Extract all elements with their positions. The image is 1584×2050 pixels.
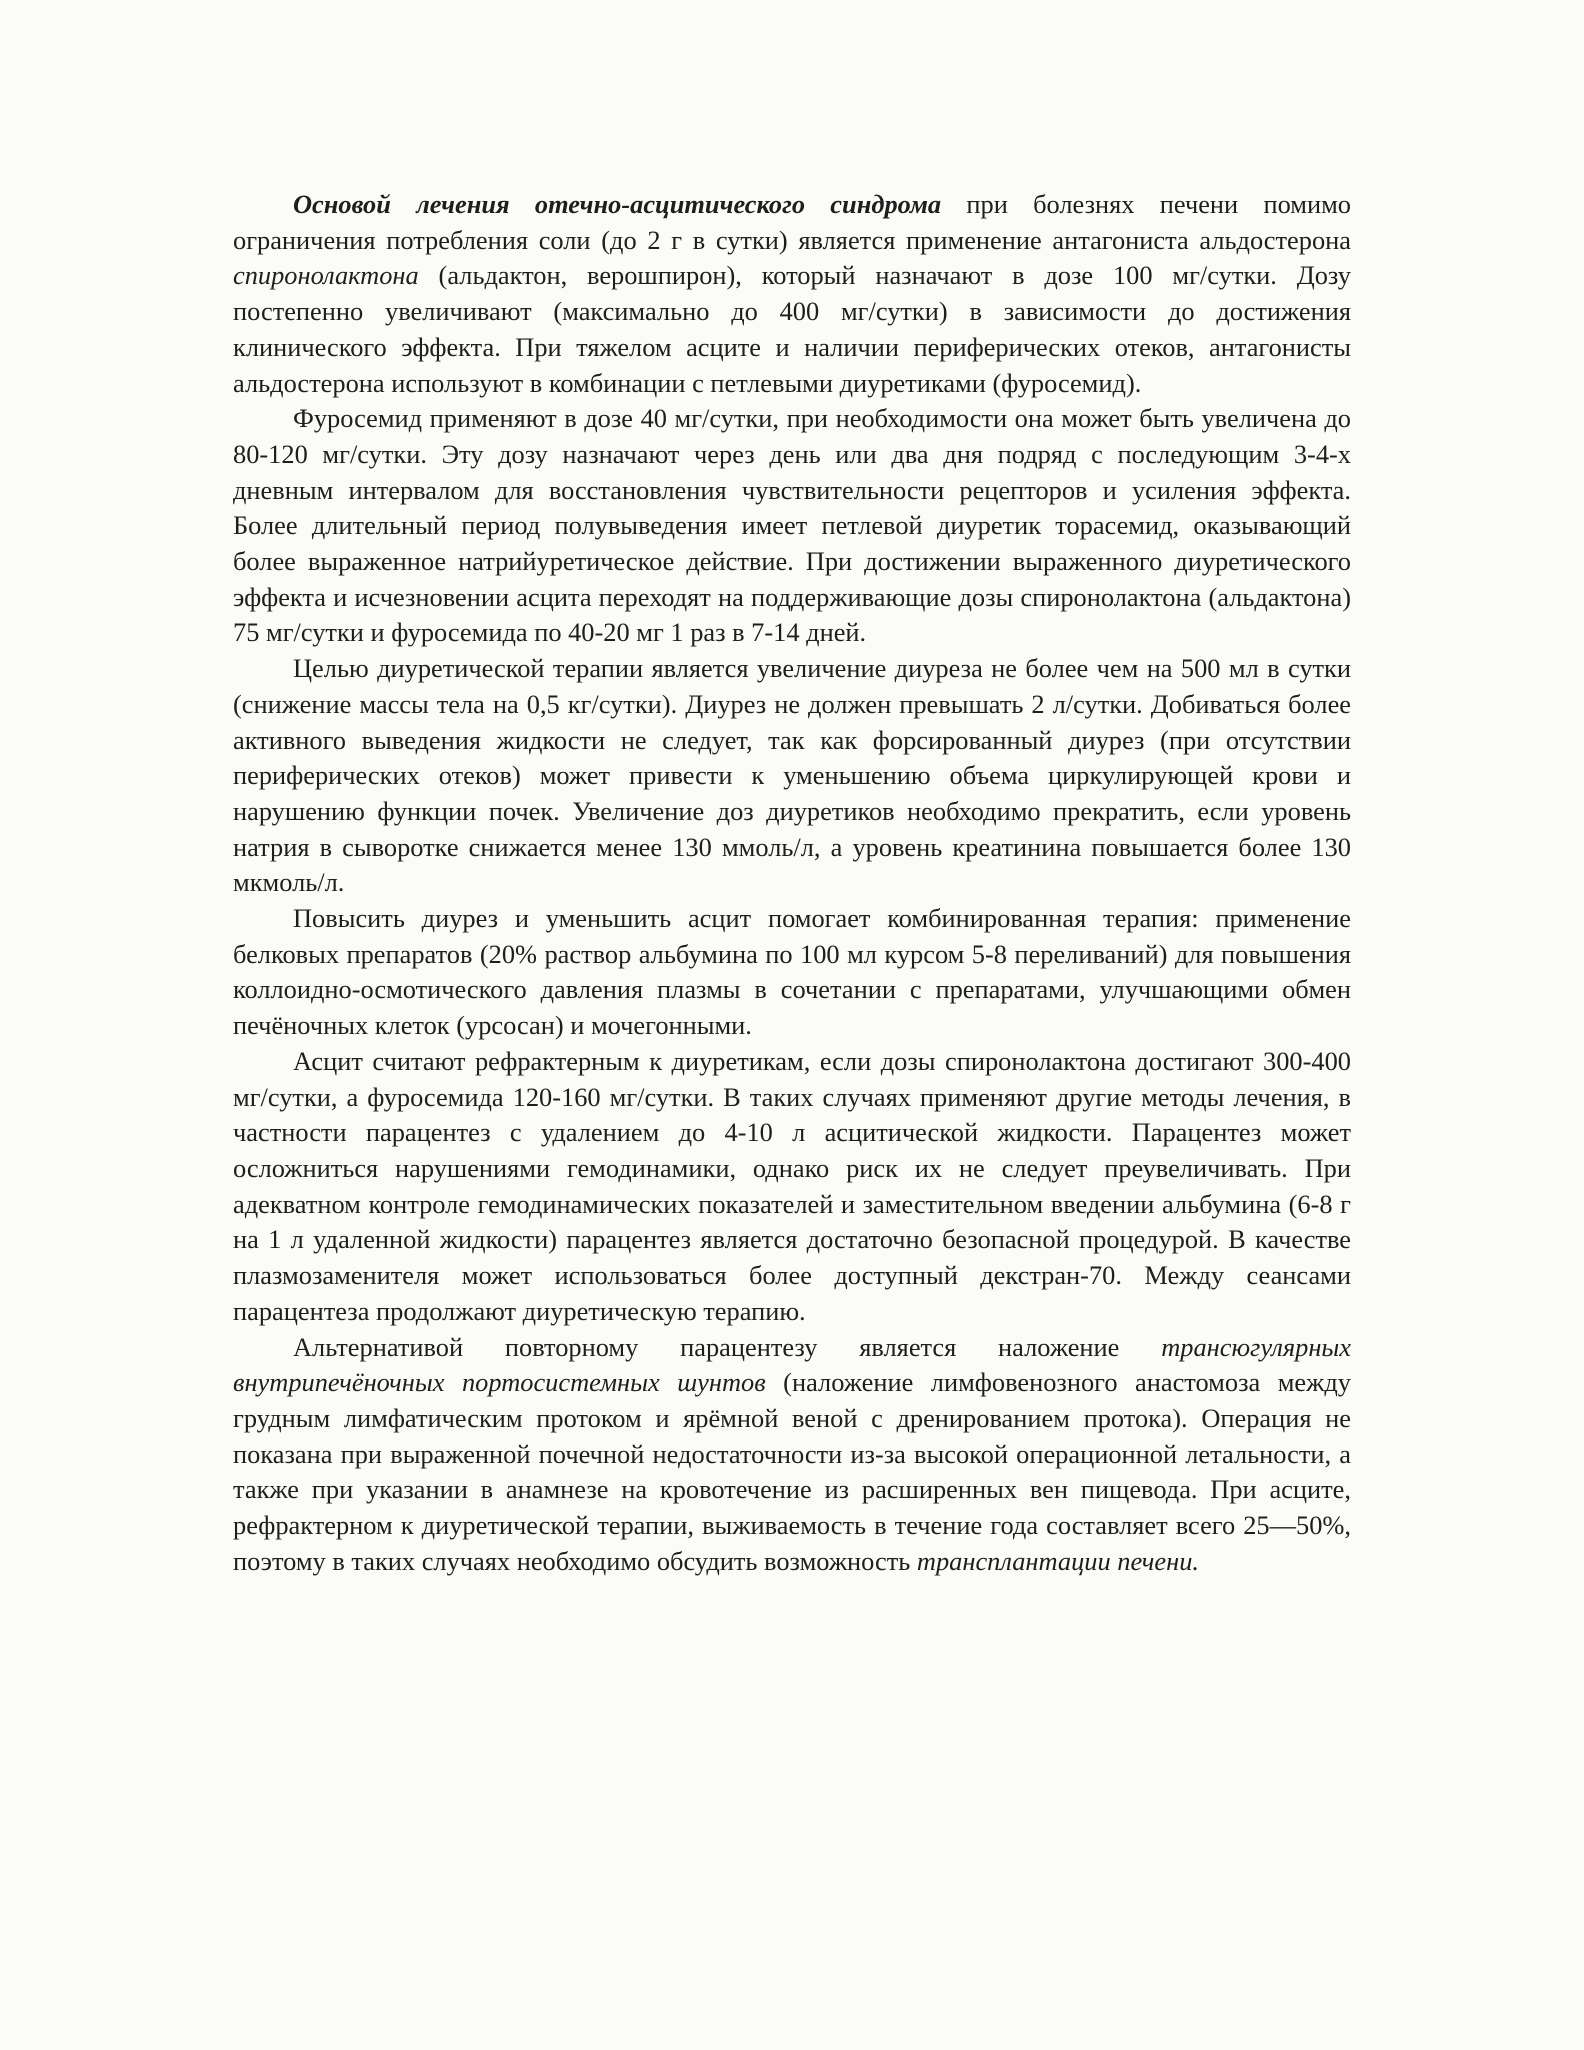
text-run: Альтернативой повторному парацентезу является наложение <box>293 1331 1162 1362</box>
text-run: (наложение лимфовенозного анастомоза между грудным лимфатическим протоком и ярёмной веной с дренированием протока). Операция не показана при выраженной почечной недостаточности из-за высокой операционной летальности, а также при указании в анамнезе на кровотечение из расширенных вен пищевода. При асците, рефрактерном к диуретической терапии, выживаемость в течение года составляет всего 25—50%, поэтому в таких случаях необходимо обсудить возможность <box>233 1367 1351 1576</box>
procedure-emphasis: трансплантации печени. <box>916 1545 1199 1576</box>
paragraph-combined-therapy <box>233 901 1351 1044</box>
paragraph-ascites-treatment-basis <box>233 187 1351 401</box>
text-run: (альдактон, верошпирон), который назначают в дозе 100 мг/сутки. Дозу постепенно увеличивают (максимально до 400 мг/сутки) в зависимости до достижения клинического эффекта. При тяжелом асците и наличии периферических отеков, антагонисты альдостерона используют в комбинации с петлевыми диуретиками (фуросемид). <box>233 260 1351 398</box>
paragraph-refractory-ascites <box>233 1044 1351 1330</box>
text-run: при болезнях печени помимо ограничения потребления соли (до 2 г в сутки) является применение антагониста альдостерона <box>233 189 1351 255</box>
text-run: Целью диуретической терапии является увеличение диуреза не более чем на 500 мл в сутки (снижение массы тела на 0,5 кг/сутки). Диурез не должен превышать 2 л/сутки. Добиваться более активного выведения жидкости не следует, так как форсированный диурез (при отсутствии периферических отеков) может привести к уменьшению объема циркулирующей крови и нарушению функции почек. Увеличение доз диуретиков необходимо прекратить, если уровень натрия в сыворотке снижается менее 130 ммоль/л, а уровень креатинина повышается более 130 мкмоль/л. <box>233 653 1351 898</box>
text-run: Асцит считают рефрактерным к диуретикам, если дозы спиронолактона достигают 300-400 мг/сутки, а фуросемида 120-160 мг/сутки. В таких случаях применяют другие методы лечения, в частности парацентез с удалением до 4-10 л асцитической жидкости. Парацентез может осложниться нарушениями гемодинамики, однако риск их не следует преувеличивать. При адекватном контроле гемодинамических показателей и заместительном введении альбумина (6-8 г на 1 л удаленной жидкости) парацентез является достаточно безопасной процедурой. В качестве плазмозаменителя может использоваться более доступный декстран-70. Между сеансами парацентеза продолжают диуретическую терапию. <box>233 1045 1351 1326</box>
drug-name-emphasis: спиронолактона <box>233 260 419 291</box>
paragraph-diuretic-goal <box>233 651 1351 901</box>
text-run: Фуросемид применяют в дозе 40 мг/сутки, при необходимости она может быть увеличена до 80-120 мг/сутки. Эту дозу назначают через день или два дня подряд с последующим 3-4-х дневным интервалом для восстановления чувствительности рецепторов и усиления эффекта. Более длительный период полувыведения имеет петлевой диуретик торасемид, оказывающий более выраженное натрийуретическое действие. При достижении выраженного диуретического эффекта и исчезновении асцита переходят на поддерживающие дозы спиронолактона (альдактона) 75 мг/сутки и фуросемида по 40-20 мг 1 раз в 7-14 дней. <box>233 403 1351 648</box>
emphasis-heading: Основой лечения отечно-асцитического синдрома <box>293 189 942 219</box>
paragraph-furosemide <box>233 401 1351 651</box>
paragraph-alternative-treatment <box>233 1330 1351 1580</box>
document-page <box>233 187 1351 1579</box>
procedure-emphasis: трансюгулярных внутрипечёночных портосистемных шунтов <box>233 1331 1351 1398</box>
text-run: Повысить диурез и уменьшить асцит помогает комбинированная терапия: применение белковых препаратов (20% раствор альбумина по 100 мл курсом 5-8 переливаний) для повышения коллоидно-осмотического давления плазмы в сочетании с препаратами, улучшающими обмен печёночных клеток (урсосан) и мочегонными. <box>233 903 1351 1041</box>
